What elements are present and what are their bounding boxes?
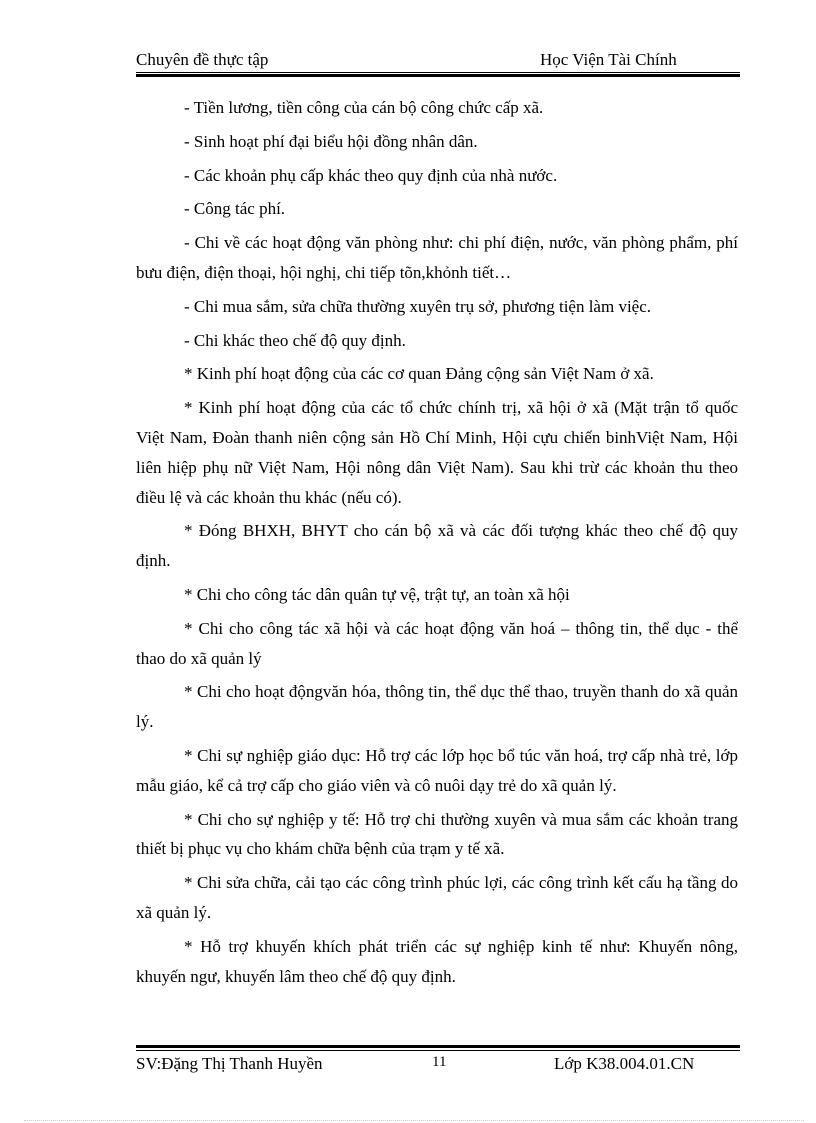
paragraph: - Công tác phí. [184, 199, 286, 219]
footer-student: SV:Đặng Thị Thanh Huyền [136, 1054, 323, 1073]
footer-rule-thick [136, 1045, 740, 1048]
page-number: 11 [432, 1054, 447, 1070]
header-institution: Học Viện Tài Chính [540, 50, 677, 69]
header-rule-thick [136, 74, 740, 77]
paragraph: - Chi mua sắm, sửa chữa thường xuyên trụ sở, phương tiện làm việc. [184, 296, 652, 316]
page-footer [136, 1054, 740, 1078]
paragraph: * Chi cho công tác xã hội và các hoạt động văn hoá – thông tin, thể dục - thể thao do xã quản lý [136, 618, 738, 668]
paragraph: * Đóng BHXH, BHYT cho cán bộ xã và các đối tượng khác theo chế độ quy định. [136, 521, 738, 571]
paragraph: - Chi về các hoạt động văn phòng như: chi phí điện, nước, văn phòng phẩm, phí bưu điện, điện thoại, hội nghị, chi tiếp tõn,khỏnh tiết… [136, 233, 738, 282]
paragraph: * Hỗ trợ khuyến khích phát triển các sự nghiệp kinh tế như: Khuyến nông, khuyến ngư, khuyến lâm theo chế độ quy định. [136, 936, 738, 986]
footer-rule-thin [136, 1050, 740, 1051]
paragraph: * Chi cho sự nghiệp y tế: Hỗ trợ chi thường xuyên và mua sắm các khoản trang thiết bị phục vụ cho khám chữa bệnh của trạm y tế xã. [136, 809, 738, 859]
paragraph: - Tiền lương, tiền công của cán bộ công chức cấp xã. [184, 98, 544, 117]
paragraph: * Chi sự nghiệp giáo dục: Hỗ trợ các lớp học bổ túc văn hoá, trợ cấp nhà trẻ, lớp mẫu giáo, kể cả trợ cấp cho giáo viên và cô nuôi dạy trẻ do xã quản lý. [136, 745, 738, 795]
header-title: Chuyên đề thực tập [136, 50, 269, 69]
paragraph: * Chi cho hoạt độngvăn hóa, thông tin, thể dục thể thao, truyền thanh do xã quản lý. [136, 682, 738, 732]
paragraph: * Chi sửa chữa, cải tạo các công trình phúc lợi, các công trình kết cấu hạ tầng do xã quản lý. [136, 873, 738, 922]
paragraph: * Chi cho công tác dân quân tự vệ, trật tự, an toàn xã hội [184, 584, 570, 604]
document-body [136, 93, 738, 991]
header-rule-thin [136, 72, 740, 73]
paragraph: - Các khoản phụ cấp khác theo quy định của nhà nước. [184, 165, 558, 185]
paragraph: * Kinh phí hoạt động của các cơ quan Đảng cộng sản Việt Nam ở xã. [184, 364, 654, 384]
page-break-line [24, 1120, 804, 1121]
paragraph: - Chi khác theo chế độ quy định. [184, 330, 406, 350]
paragraph: - Sinh hoạt phí đại biểu hội đồng nhân dân. [184, 131, 478, 151]
paragraph: * Kinh phí hoạt động của các tổ chức chính trị, xã hội ở xã (Mặt trận tổ quốc Việt Nam, Đoàn thanh niên cộng sản Hồ Chí Minh, Hội cựu chiến binhViệt Nam, Hội liên hiệp phụ nữ Việt Nam, Hội nông dân Việt Nam). Sau khi trừ các khoản thu theo điều lệ và các khoản thu khác (nếu có). [136, 398, 738, 507]
footer-class: Lớp K38.004.01.CN [554, 1054, 695, 1073]
page-header [136, 50, 740, 74]
